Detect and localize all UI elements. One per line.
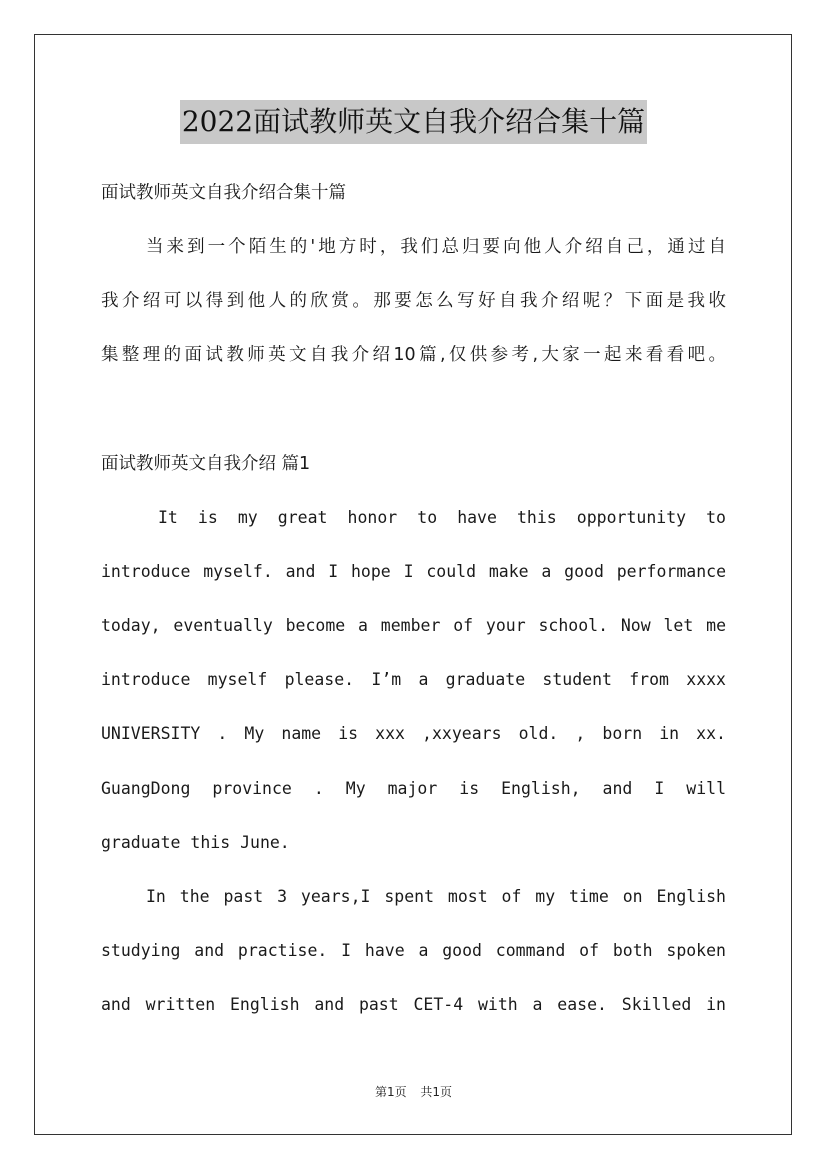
intro-line-2: 我介绍可以得到他人的欣赏。那要怎么写好自我介绍呢？下面是我收 (101, 291, 726, 311)
paragraph1-line-3: today, eventually become a member of your school. Now let me (101, 616, 726, 635)
section-heading: 面试教师英文自我介绍 篇1 (101, 454, 311, 474)
intro-line-3: 集整理的面试教师英文自我介绍10篇,仅供参考,大家一起来看看吧。 (101, 345, 726, 365)
paragraph2-line-1: In the past 3 years,I spent most of my time on English (146, 887, 726, 906)
title-container (0, 100, 827, 144)
paragraph1-line-7: graduate this June. (101, 833, 290, 852)
page-total: 共1页 (420, 1085, 453, 1099)
paragraph2-line-2: studying and practise. I have a good command of both spoken (101, 941, 726, 960)
page-footer (0, 1083, 827, 1100)
page-number: 第1页 (374, 1085, 407, 1099)
document-title: 2022面试教师英文自我介绍合集十篇 (180, 100, 647, 144)
paragraph1-line-4: introduce myself please. I’m a graduate student from xxxx (101, 670, 726, 689)
paragraph1-line-6: GuangDong province . My major is English, and I will (101, 779, 726, 798)
intro-line-1: 当来到一个陌生的'地方时，我们总归要向他人介绍自己，通过自 (146, 237, 726, 257)
paragraph1-line-1: It is my great honor to have this opportunity to (158, 508, 726, 527)
document-subtitle: 面试教师英文自我介绍合集十篇 (101, 183, 346, 203)
paragraph2-line-3: and written English and past CET-4 with a ease. Skilled in (101, 995, 726, 1014)
paragraph1-line-5: UNIVERSITY . My name is xxx ,xxyears old. , born in xx. (101, 724, 726, 743)
paragraph1-line-2: introduce myself. and I hope I could make a good performance (101, 562, 726, 581)
